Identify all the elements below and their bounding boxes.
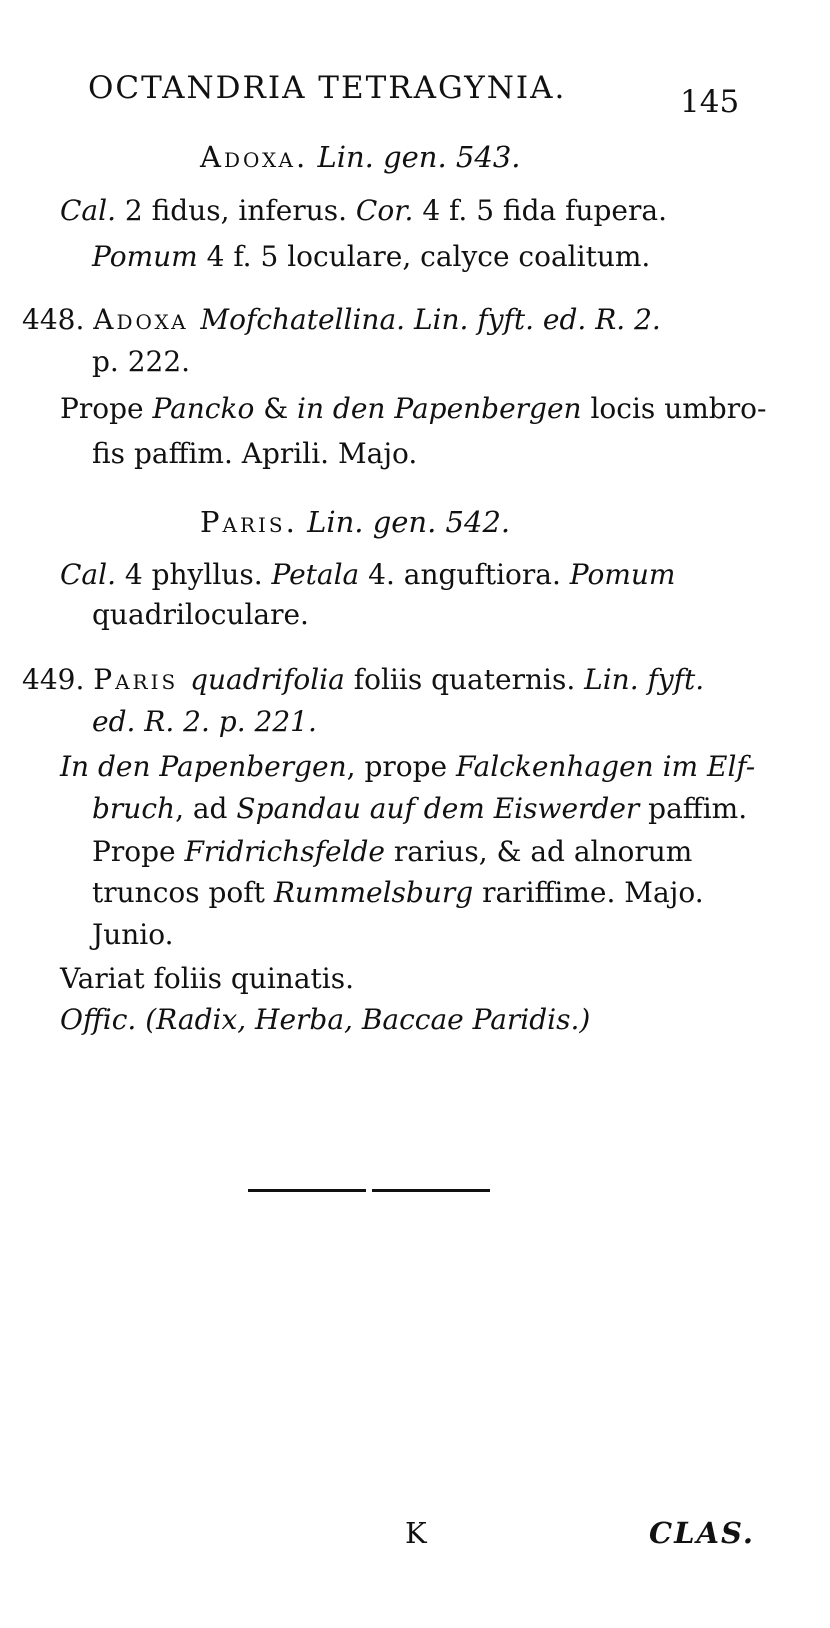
genus-heading-adoxa [200, 140, 521, 174]
genus-name: Paris. [200, 505, 298, 539]
species-449-heading: 449. Paris quadrifolia foliis quaternis. Lin. fyft. [22, 663, 705, 696]
species-448-heading: 448. Adoxa Mofchatellina. Lin. fyft. ed. R. 2. [22, 303, 661, 336]
genus-reference: Lin. gen. 543. [317, 140, 521, 174]
section-rule-left [248, 1189, 366, 1192]
catchword: CLAS. [649, 1516, 755, 1550]
species-448-line-2: p. 222. [92, 345, 191, 378]
running-title: OCTANDRIA TETRAGYNIA. [88, 70, 567, 106]
paris-description-line-1: Cal. 4 phyllus. Petala 4. anguftiora. Pomum [60, 558, 676, 591]
adoxa-description-line-2: Pomum 4 f. 5 loculare, calyce coalitum. [92, 240, 651, 273]
species-449-line-2: ed. R. 2. p. 221. [92, 705, 317, 738]
adoxa-description-line-1: Cal. 2 fidus, inferus. Cor. 4 f. 5 fida fupera. [60, 194, 667, 227]
section-rule-right [372, 1189, 490, 1192]
genus-name: Adoxa. [200, 140, 309, 174]
species-449-line-6: truncos poft Rummelsburg rariffime. Majo. [92, 876, 704, 909]
genus-heading-paris [200, 505, 510, 539]
genus-reference: Lin. gen. 542. [307, 505, 511, 539]
signature-mark: K [405, 1516, 427, 1550]
species-449-line-7: Junio. [92, 918, 174, 951]
paris-description-line-2: quadriloculare. [92, 598, 309, 631]
species-number: 449. [22, 663, 94, 696]
officinal-note: Offic. (Radix, Herba, Baccae Paridis.) [60, 1003, 591, 1036]
page-number: 145 [680, 84, 740, 120]
species-449-line-5: Prope Fridrichsfelde rarius, & ad alnorum [92, 835, 693, 868]
variety-note: Variat foliis quinatis. [60, 962, 354, 995]
species-448-line-4: fis paffim. Aprili. Majo. [92, 437, 418, 470]
species-449-line-3: In den Papenbergen, prope Falckenhagen im Elf- [60, 750, 756, 783]
species-number: 448. [22, 303, 94, 336]
species-448-line-3: Prope Pancko & in den Papenbergen locis umbro- [60, 392, 767, 425]
species-449-line-4: bruch, ad Spandau auf dem Eiswerder paffim. [92, 792, 748, 825]
